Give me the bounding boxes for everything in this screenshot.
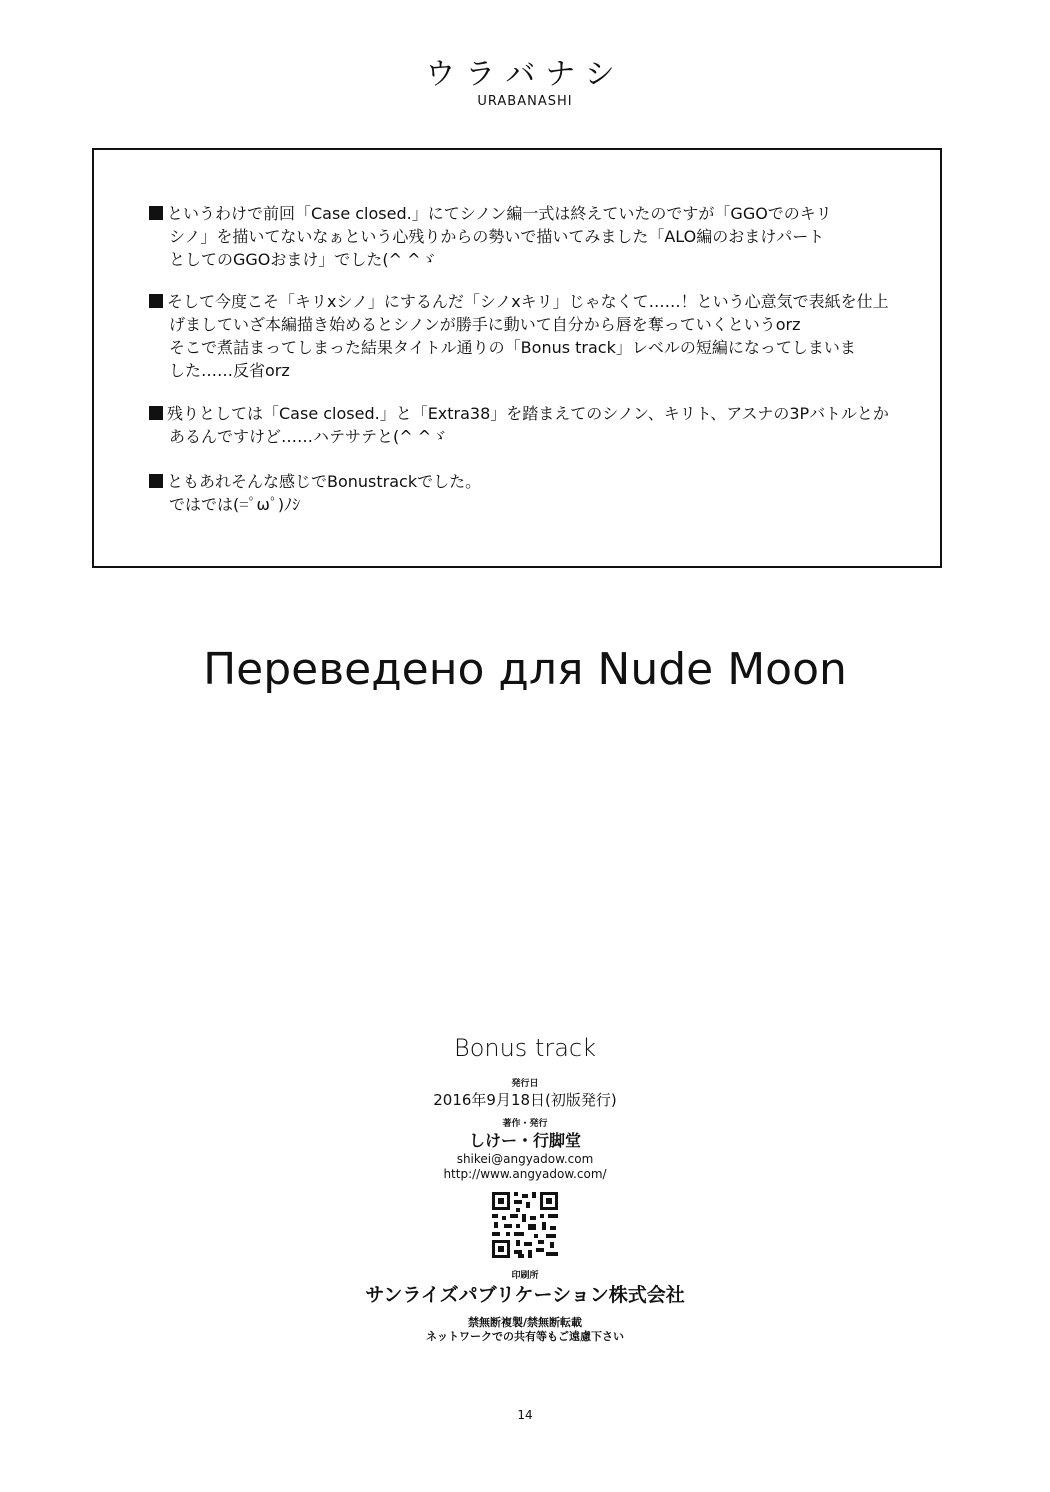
- paragraph-line: シノ」を描いてないなぁという心残りからの勢いで描いてみました「ALO編のおまけパート: [169, 227, 825, 246]
- bullet-square-icon: [149, 474, 163, 488]
- afterword-paragraph: [149, 202, 849, 271]
- afterword-paragraph: [149, 470, 849, 516]
- bullet-square-icon: [149, 206, 163, 220]
- release-date: 2016年9月18日(初版発行): [433, 1091, 617, 1109]
- sharing-notice: ネットワークでの共有等もご遠慮下さい: [426, 1330, 624, 1343]
- afterword-paragraph: [149, 290, 889, 382]
- paragraph-line: そこで煮詰まってしまった結果タイトル通りの「Bonus track」レベルの短編になってしまいま: [169, 338, 856, 357]
- author-name: しけー・行脚堂: [468, 1131, 581, 1150]
- paragraph-line: した……反省orz: [169, 361, 290, 380]
- translation-credit: Переведено для Nude Moon: [203, 644, 847, 695]
- page-number: 14: [517, 1408, 533, 1422]
- printer-name: サンライズパブリケーション株式会社: [365, 1284, 685, 1306]
- bullet-square-icon: [149, 406, 163, 420]
- page-header: [0, 58, 1050, 110]
- book-title: Bonus track: [453, 1034, 597, 1062]
- paragraph-line: 残りとしては「Case closed.」と「Extra38」を踏まえてのシノン、キリト、アスナの3Pバトルとか: [149, 402, 849, 425]
- colophon: [0, 1032, 1050, 1344]
- author-email: shikei@angyadow.com: [456, 1152, 594, 1166]
- paragraph-line: というわけで前回「Case closed.」にてシノン編一式は終えていたのですが「GGOでのキリ: [149, 202, 849, 225]
- paragraph-line: としてのGGOおまけ」でした(^ ^ゞ: [169, 250, 437, 269]
- paragraph-line: げましていざ本編描き始めるとシノンが勝手に動いて自分から唇を奪っていくというorz: [169, 315, 801, 334]
- author-url: http://www.angyadow.com/: [443, 1167, 607, 1181]
- paragraph-line: あるんですけど……ハテサテと(^ ^ゞ: [169, 427, 448, 446]
- header-title-jp: ウラバナシ: [425, 57, 625, 92]
- afterword-paragraph: [149, 402, 889, 448]
- paragraph-line: ともあれそんな感じでBonustrackでした。: [149, 470, 849, 493]
- printer-label: 印刷所: [511, 1271, 539, 1281]
- paragraph-line: そして今度こそ「キリxシノ」にするんだ「シノxキリ」じゃなくて……！という心意気で表紙を仕上: [149, 290, 849, 313]
- afterword-box: [92, 148, 942, 568]
- copyright-notice: 禁無断複製/禁無断転載: [467, 1316, 583, 1329]
- author-label: 著作・発行: [502, 1119, 548, 1129]
- bullet-square-icon: [149, 294, 163, 308]
- paragraph-line: ではでは(=ﾟωﾟ)ﾉｼ: [169, 495, 301, 514]
- header-title-en: URABANASHI: [477, 94, 573, 109]
- qr-code-icon: [490, 1190, 560, 1260]
- release-label: 発行日: [511, 1079, 539, 1089]
